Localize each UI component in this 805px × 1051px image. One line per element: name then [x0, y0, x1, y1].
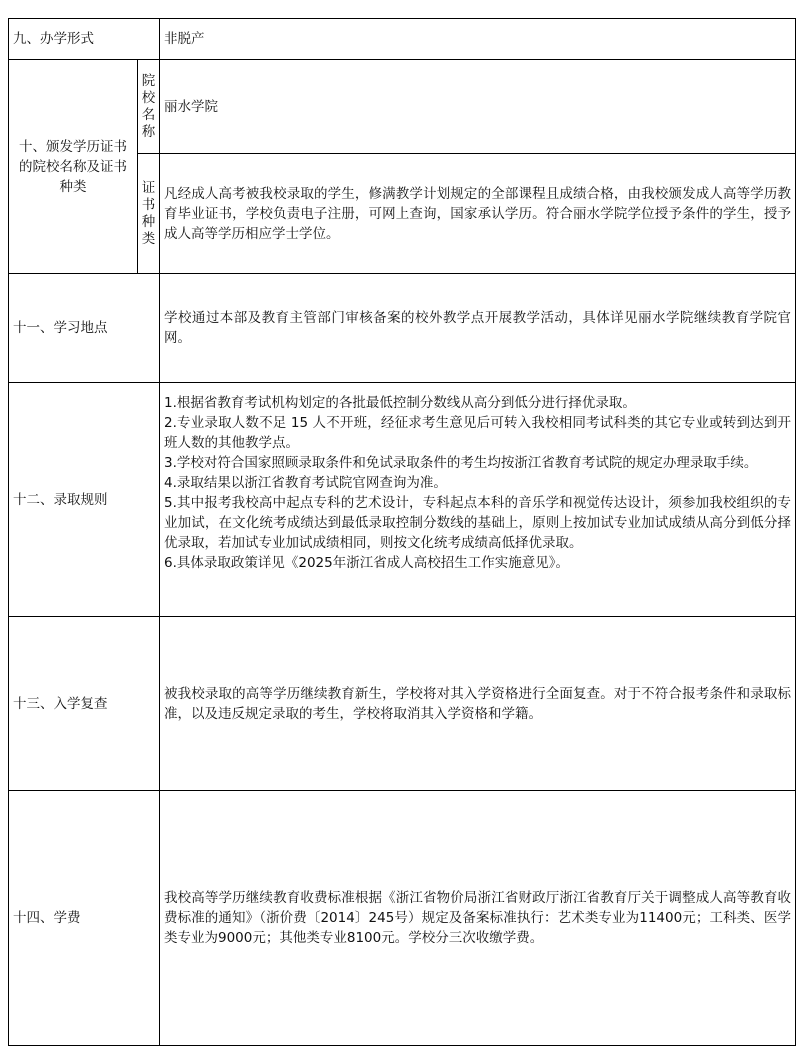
list-item: 2.专业录取人数不足 15 人不开班，经征求考生意见后可转入我校相同考试科类的其它专业或转到达到开班人数的其他教学点。	[164, 415, 791, 451]
list-item: 6.具体录取政策详见《2025年浙江省成人高校招生工作实施意见》。	[164, 555, 569, 571]
cert-type-value: 凡经成人高考被我校录取的学生，修满教学计划规定的全部课程且成绩合格，由我校颁发成人高等学历教育毕业证书，学校负责电子注册，可网上查询，国家承认学历。符合丽水学院学位授予条件的学生，授予成人高等学历相应学士学位。	[159, 153, 796, 274]
row-value-location: 学校通过本部及教育主管部门审核备案的校外教学点开展教学活动，具体详见丽水学院继续教育学院官网。	[159, 273, 796, 383]
row-label-review: 十三、入学复查	[8, 616, 160, 791]
list-item: 4.录取结果以浙江省教育考试院官网查询为准。	[164, 475, 447, 491]
school-name-value: 丽水学院	[159, 59, 796, 154]
cert-type-label: 证 书 种 类	[137, 153, 160, 274]
row-value-mode: 非脱产	[159, 18, 796, 60]
row-label-mode: 九、办学形式	[8, 18, 160, 60]
row-label-tuition: 十四、学费	[8, 790, 160, 1046]
row-label-certificate: 十、颁发学历证书的院校名称及证书种类	[8, 59, 138, 274]
row-label-location: 十一、学习地点	[8, 273, 160, 383]
row-value-tuition: 我校高等学历继续教育收费标准根据《浙江省物价局浙江省财政厅浙江省教育厅关于调整成人高等教育收费标准的通知》（浙价费〔2014〕245号）规定及备案标准执行：艺术类专业为11400元；工科类、医学类专业为9000元；其他类专业8100元。学校分三次收缴学费。	[159, 790, 796, 1046]
school-name-label: 院 校 名 称	[137, 59, 160, 154]
list-item: 5.其中报考我校高中起点专科的艺术设计，专科起点本科的音乐学和视觉传达设计，须参加我校组织的专业加试，在文化统考成绩达到最低录取控制分数线的基础上，原则上按加试专业加试成绩从高分到低分择优录取，若加试专业加试成绩相同，则按文化统考成绩高低择优录取。	[164, 495, 791, 551]
row-value-admission-rules	[159, 382, 796, 617]
row-label-admission-rules: 十二、录取规则	[8, 382, 160, 617]
admission-rules-list	[164, 393, 791, 573]
info-table	[8, 18, 796, 1046]
row-value-review: 被我校录取的高等学历继续教育新生，学校将对其入学资格进行全面复查。对于不符合报考条件和录取标准，以及违反规定录取的考生，学校将取消其入学资格和学籍。	[159, 616, 796, 791]
list-item: 3.学校对符合国家照顾录取条件和免试录取条件的考生均按浙江省教育考试院的规定办理录取手续。	[164, 455, 758, 471]
list-item: 1.根据省教育考试机构划定的各批最低控制分数线从高分到低分进行择优录取。	[164, 395, 636, 411]
